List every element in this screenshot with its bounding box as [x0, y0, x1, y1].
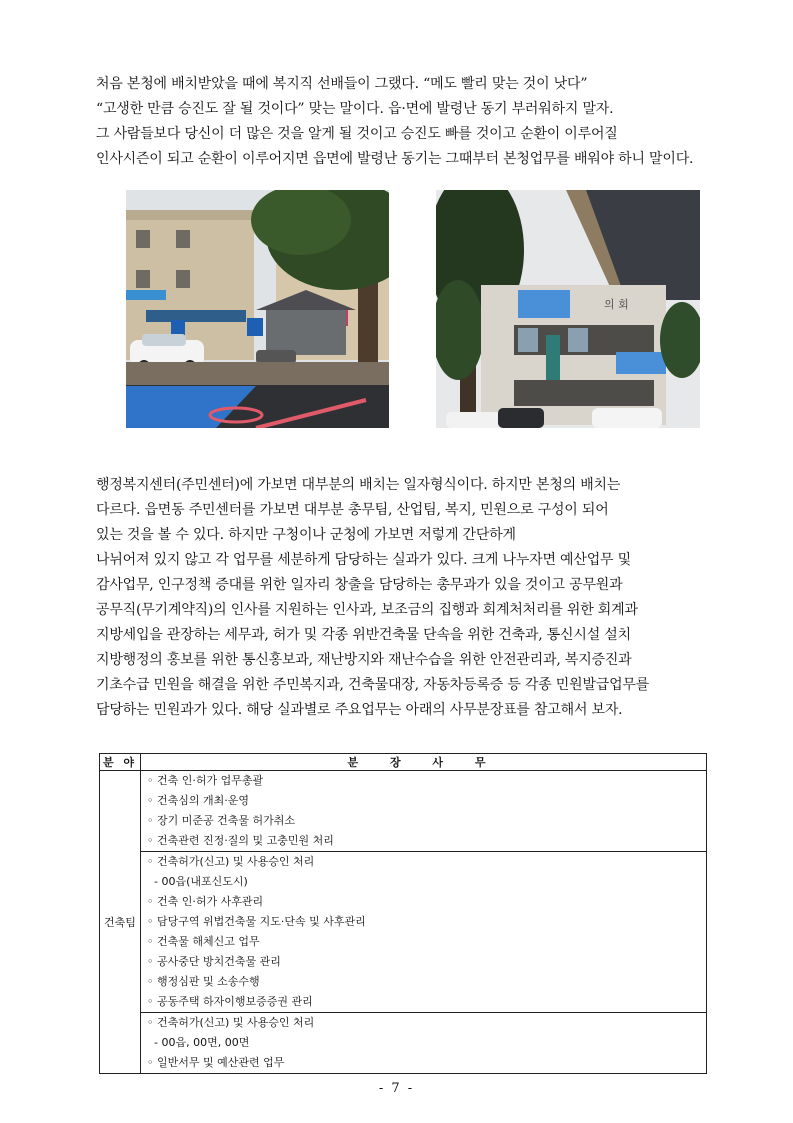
duty-item: - 00읍(내포신도시) [147, 875, 248, 888]
header-duty: 분 장 사 무 [141, 754, 707, 771]
duty-item: ◦ 건축물 해체신고 업무 [147, 935, 260, 948]
duty-group-3 [141, 1013, 707, 1074]
duty-item: ◦ 담당구역 위법건축물 지도·단속 및 사후관리 [147, 915, 366, 928]
body-line: 공무직(무기계약직)의 인사를 지원하는 인사과, 보조금의 집행과 회계처처리를 위한 회계과 [96, 602, 638, 618]
duty-assignment-table [99, 753, 707, 1074]
body-line: 다르다. 읍면동 주민센터를 가보면 대부분 총무팀, 산업팀, 복지, 민원으로 구성이 되어 [96, 502, 609, 518]
table-row [100, 1013, 707, 1074]
body-line: 담당하는 민원과가 있다. 해당 실과별로 주요업무는 아래의 사무분장표를 참고해서 보자. [96, 702, 623, 718]
field-cell: 건축팀 [100, 771, 141, 1074]
intro-line: 그 사람들보다 당신이 더 많은 것을 알게 될 것이고 승진도 빠를 것이고 순환이 이루어질 [96, 126, 618, 142]
intro-line: 처음 본청에 배치받았을 때에 복지직 선배들이 그랬다. “메도 빨리 맞는 것이 낫다” [96, 76, 588, 92]
body-line: 감사업무, 인구정책 증대를 위한 일자리 창출을 담당하는 총무과가 있을 것이고 공무원과 [96, 577, 623, 593]
duty-item: ◦ 건축심의 개최·운영 [147, 794, 249, 807]
duty-item: ◦ 장기 미준공 건축물 허가취소 [147, 814, 295, 827]
duty-item: ◦ 건축허가(신고) 및 사용승인 처리 [147, 1016, 315, 1029]
duty-group-1 [141, 771, 707, 852]
table-row [100, 771, 707, 852]
intro-paragraph [96, 72, 736, 172]
body-line: 행정복지센터(주민센터)에 가보면 대부분의 배치는 일자형식이다. 하지만 본청의 배치는 [96, 477, 621, 493]
body-line: 기초수급 민원을 해결을 위한 주민복지과, 건축물대장, 자동차등록증 등 각종 민원발급업무를 [96, 677, 650, 693]
duty-item: - 00읍, 00면, 00면 [147, 1036, 250, 1049]
duty-item: ◦ 일반서무 및 예산관련 업무 [147, 1056, 285, 1069]
duty-item: ◦ 행정심판 및 소송수행 [147, 975, 260, 988]
table-header-row [100, 754, 707, 771]
duty-item: ◦ 건축허가(신고) 및 사용승인 처리 [147, 855, 315, 868]
duty-item: ◦ 건축 인·허가 사후관리 [147, 895, 264, 908]
table-row [100, 852, 707, 1013]
duty-item: ◦ 건축관련 진정·질의 및 고충민원 처리 [147, 834, 334, 847]
body-line: 있는 것을 볼 수 있다. 하지만 구청이나 군청에 가보면 저렇게 간단하게 [96, 527, 516, 543]
body-line: 나뉘어져 있지 않고 각 업무를 세분하게 담당하는 실과가 있다. 크게 나누자면 예산업무 및 [96, 552, 631, 568]
duty-item: ◦ 공사중단 방치건축물 관리 [147, 955, 281, 968]
body-line: 지방세입을 관장하는 세무과, 허가 및 각종 위반건축물 단속을 위한 건축과, 통신시설 설치 [96, 627, 631, 643]
body-line: 지방행정의 홍보를 위한 통신홍보과, 재난방지와 재난수습을 위한 안전관리과, 복지증진과 [96, 652, 632, 668]
duty-item: ◦ 공동주택 하자이행보증증권 관리 [147, 995, 313, 1008]
duty-item: ◦ 건축 인·허가 업무총괄 [147, 774, 264, 787]
header-field: 분 야 [100, 754, 141, 771]
intro-line: “고생한 만큼 승진도 잘 될 것이다” 맞는 말이다. 읍·면에 발령난 동기 부러워하지 말자. [96, 101, 614, 117]
intro-line: 인사시즌이 되고 순환이 이루어지면 읍면에 발령난 동기는 그때부터 본청업무를 배워야 하니 말이다. [96, 151, 694, 167]
parking-lot-photo [126, 190, 389, 428]
page-number: - 7 - [378, 1081, 415, 1096]
duty-group-2 [141, 852, 707, 1013]
building-sign-text: 의 회 [604, 298, 629, 311]
body-paragraph [96, 473, 736, 723]
council-building-photo [436, 190, 700, 428]
